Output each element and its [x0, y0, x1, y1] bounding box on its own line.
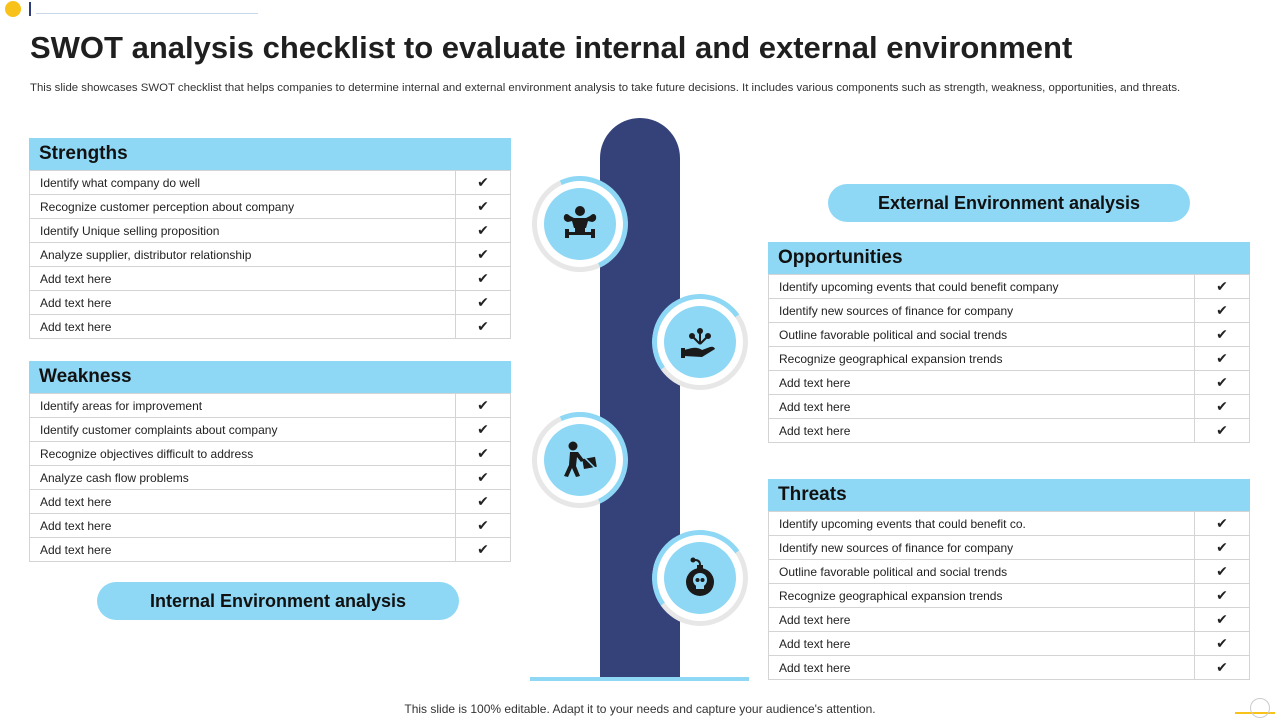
checklist-row — [769, 371, 1250, 395]
checklist-row — [30, 466, 511, 490]
check-icon: ✔ — [456, 315, 511, 339]
checklist-row — [769, 632, 1250, 656]
check-icon: ✔ — [1195, 347, 1250, 371]
checklist-item-text: Identify upcoming events that could benefit co. — [769, 512, 1195, 536]
checklist-row — [769, 419, 1250, 443]
check-icon: ✔ — [1195, 395, 1250, 419]
checklist-item-text: Identify new sources of finance for company — [769, 536, 1195, 560]
checklist-row — [769, 512, 1250, 536]
check-icon: ✔ — [1195, 608, 1250, 632]
check-icon: ✔ — [1195, 512, 1250, 536]
check-icon: ✔ — [1195, 560, 1250, 584]
check-icon: ✔ — [456, 267, 511, 291]
checklist-row — [30, 243, 511, 267]
checklist-item-text: Identify Unique selling proposition — [30, 219, 456, 243]
checklist-row — [30, 219, 511, 243]
checklist-item-text: Analyze cash flow problems — [30, 466, 456, 490]
threats-checklist — [768, 511, 1250, 680]
checklist-item-text: Outline favorable political and social trends — [769, 323, 1195, 347]
check-icon: ✔ — [456, 514, 511, 538]
threat-skull-bomb-icon — [664, 542, 736, 614]
checklist-item-text: Add text here — [30, 267, 456, 291]
checklist-item-text: Identify what company do well — [30, 171, 456, 195]
check-icon: ✔ — [456, 538, 511, 562]
checklist-row — [30, 514, 511, 538]
checklist-item-text: Add text here — [769, 608, 1195, 632]
checklist-item-text: Add text here — [30, 514, 456, 538]
checklist-item-text: Add text here — [30, 315, 456, 339]
checklist-item-text: Recognize objectives difficult to address — [30, 442, 456, 466]
checklist-item-text: Add text here — [769, 395, 1195, 419]
opportunities-header: Opportunities — [768, 242, 1250, 274]
footer-note: This slide is 100% editable. Adapt it to your needs and capture your audience's attention. — [404, 702, 876, 716]
checklist-row — [769, 275, 1250, 299]
checklist-row — [769, 536, 1250, 560]
check-icon: ✔ — [1195, 584, 1250, 608]
check-icon: ✔ — [456, 195, 511, 219]
check-icon: ✔ — [456, 490, 511, 514]
checklist-row — [30, 538, 511, 562]
check-icon: ✔ — [1195, 323, 1250, 347]
check-icon: ✔ — [1195, 371, 1250, 395]
checklist-row — [30, 171, 511, 195]
checklist-item-text: Analyze supplier, distributor relationship — [30, 243, 456, 267]
checklist-item-text: Add text here — [769, 656, 1195, 680]
checklist-row — [30, 418, 511, 442]
corner-circle-decoration — [1250, 698, 1270, 718]
checklist-item-text: Add text here — [769, 419, 1195, 443]
timeline-base-line — [530, 677, 749, 681]
threats-section — [768, 479, 1250, 680]
opportunities-section — [768, 242, 1250, 443]
checklist-item-text: Recognize geographical expansion trends — [769, 347, 1195, 371]
internal-environment-label: Internal Environment analysis — [97, 582, 459, 620]
check-icon: ✔ — [1195, 419, 1250, 443]
checklist-row — [769, 656, 1250, 680]
checklist-row — [769, 299, 1250, 323]
check-icon: ✔ — [456, 442, 511, 466]
opportunities-checklist — [768, 274, 1250, 443]
check-icon: ✔ — [456, 219, 511, 243]
page-subtitle: This slide showcases SWOT checklist that helps companies to determine internal and external environment analysis to take future decisions. It includes various components such as strength, weakness, opportunities, and threats. — [30, 82, 1181, 94]
checklist-item-text: Recognize geographical expansion trends — [769, 584, 1195, 608]
check-icon: ✔ — [1195, 299, 1250, 323]
weakness-struggling-person-icon — [544, 424, 616, 496]
checklist-item-text: Add text here — [30, 538, 456, 562]
checklist-row — [769, 395, 1250, 419]
checklist-row — [769, 584, 1250, 608]
opportunity-hand-ideas-icon — [664, 306, 736, 378]
checklist-row — [30, 291, 511, 315]
checklist-row — [30, 315, 511, 339]
checklist-item-text: Add text here — [30, 490, 456, 514]
checklist-item-text: Add text here — [769, 632, 1195, 656]
checklist-item-text: Recognize customer perception about company — [30, 195, 456, 219]
page-title: SWOT analysis checklist to evaluate internal and external environment — [30, 30, 1073, 65]
checklist-row — [30, 442, 511, 466]
corner-dot-decoration — [5, 1, 21, 17]
check-icon: ✔ — [456, 171, 511, 195]
corner-line-decoration — [36, 13, 258, 14]
threats-header: Threats — [768, 479, 1250, 511]
check-icon: ✔ — [1195, 632, 1250, 656]
checklist-row — [769, 347, 1250, 371]
checklist-row — [769, 560, 1250, 584]
corner-bar-decoration — [29, 2, 31, 16]
checklist-row — [30, 490, 511, 514]
checklist-row — [30, 267, 511, 291]
weakness-checklist — [29, 393, 511, 562]
check-icon: ✔ — [1195, 275, 1250, 299]
checklist-item-text: Identify upcoming events that could benefit company — [769, 275, 1195, 299]
checklist-row — [30, 195, 511, 219]
checklist-item-text: Add text here — [30, 291, 456, 315]
weakness-section — [29, 361, 511, 562]
checklist-row — [769, 608, 1250, 632]
external-environment-label: External Environment analysis — [828, 184, 1190, 222]
check-icon: ✔ — [456, 466, 511, 490]
checklist-item-text: Identify areas for improvement — [30, 394, 456, 418]
checklist-item-text: Add text here — [769, 371, 1195, 395]
checklist-item-text: Identify new sources of finance for company — [769, 299, 1195, 323]
check-icon: ✔ — [456, 291, 511, 315]
weakness-header: Weakness — [29, 361, 511, 393]
strength-bodybuilder-icon — [544, 188, 616, 260]
check-icon: ✔ — [456, 394, 511, 418]
checklist-row — [769, 323, 1250, 347]
check-icon: ✔ — [1195, 656, 1250, 680]
strengths-checklist — [29, 170, 511, 339]
check-icon: ✔ — [456, 418, 511, 442]
strengths-header: Strengths — [29, 138, 511, 170]
checklist-row — [30, 394, 511, 418]
check-icon: ✔ — [1195, 536, 1250, 560]
strengths-section — [29, 138, 511, 339]
checklist-item-text: Identify customer complaints about company — [30, 418, 456, 442]
check-icon: ✔ — [456, 243, 511, 267]
checklist-item-text: Outline favorable political and social trends — [769, 560, 1195, 584]
